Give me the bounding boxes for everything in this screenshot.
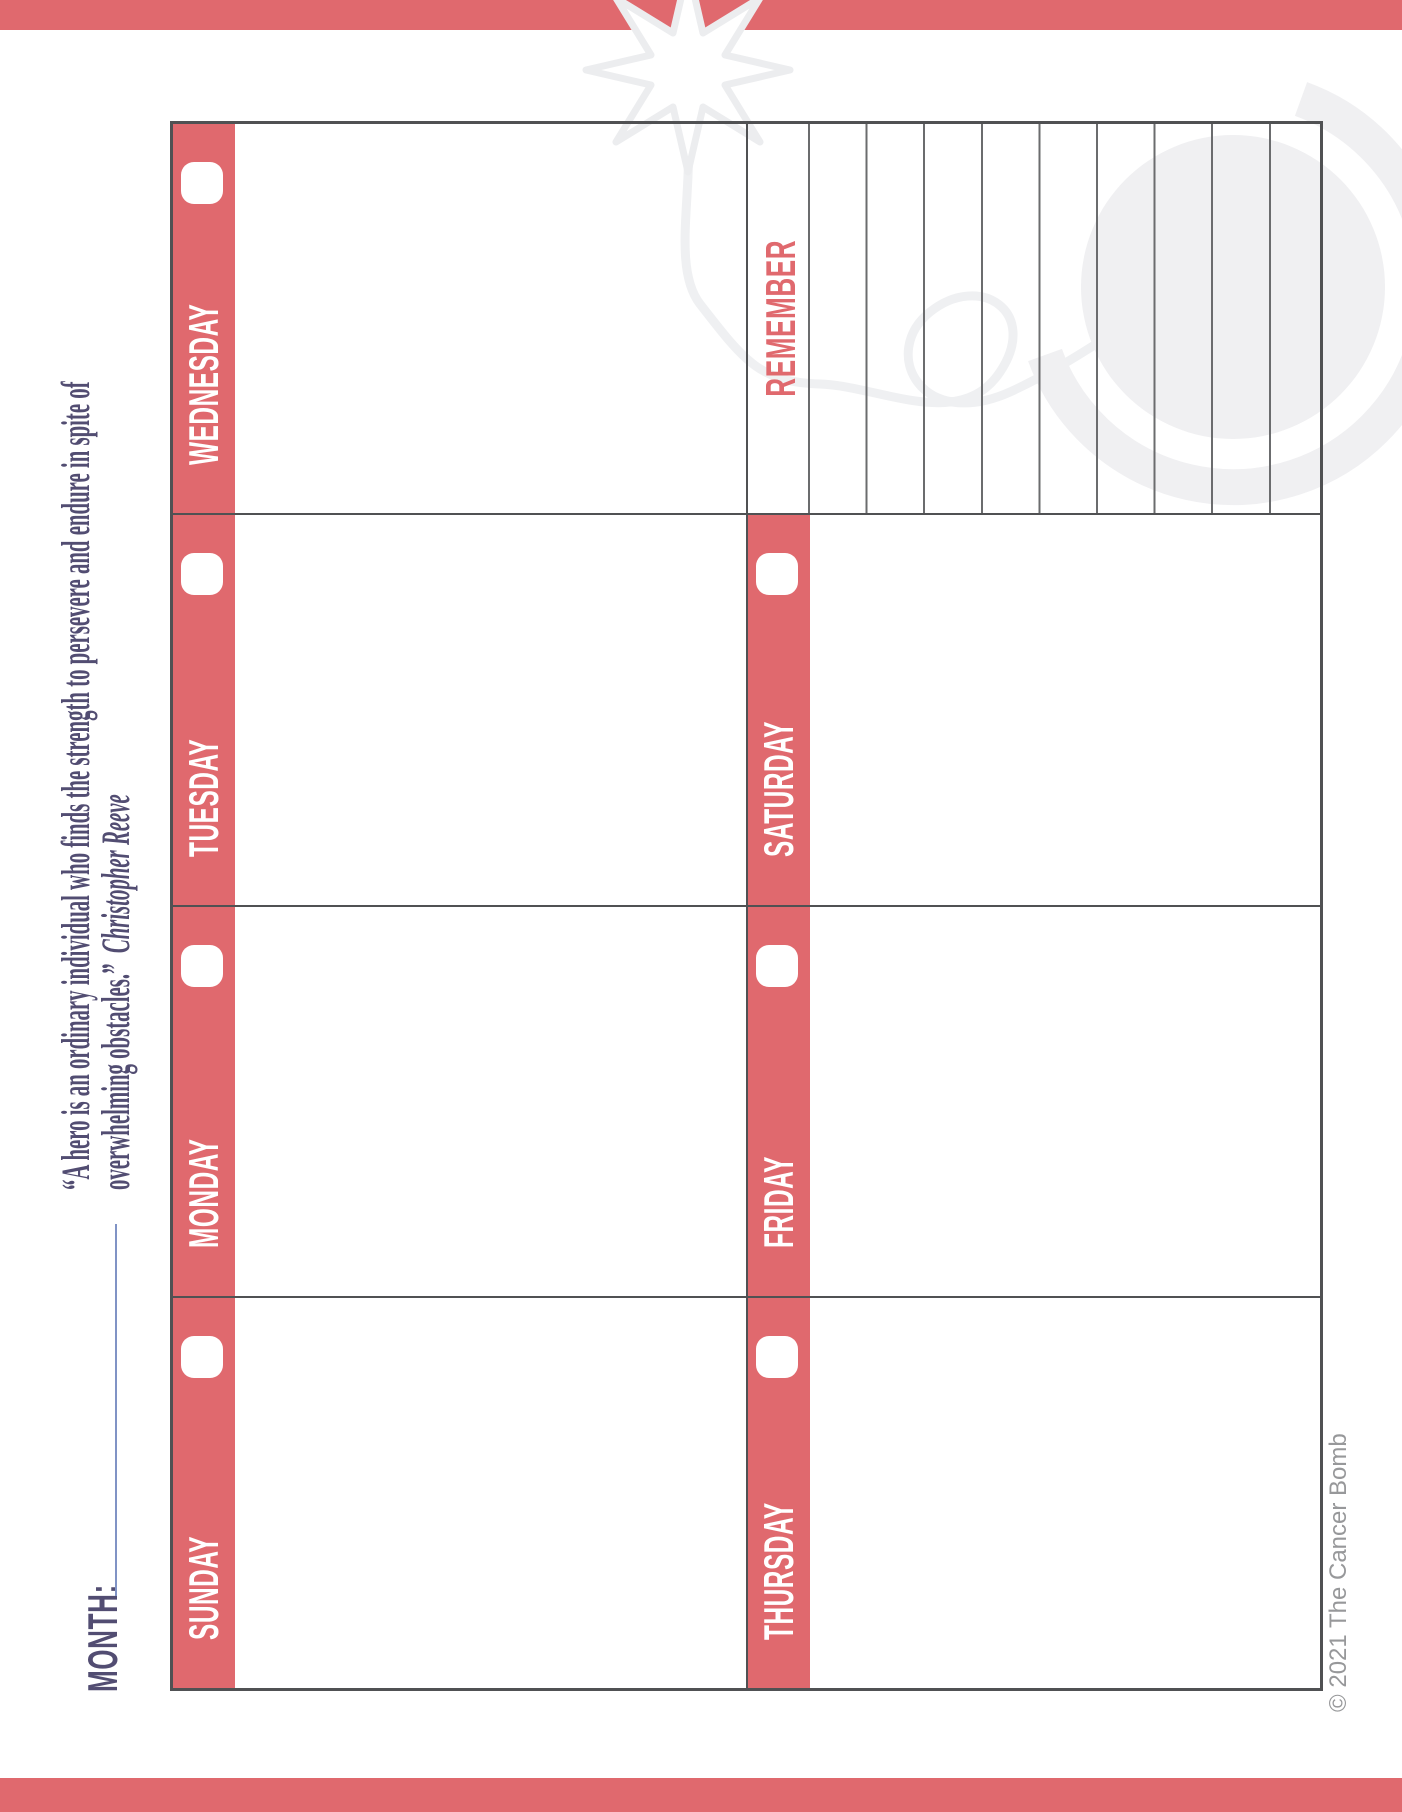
day-cell-wednesday[interactable] — [172, 123, 747, 515]
day-checkbox[interactable] — [181, 162, 223, 204]
day-header-bar — [173, 907, 235, 1297]
remember-label: REMEMBER — [756, 240, 804, 398]
day-header-bar — [748, 907, 810, 1297]
quote-line-2-text: overwhelming obstacles.” — [93, 963, 138, 1190]
day-header-bar — [173, 1299, 235, 1689]
day-checkbox[interactable] — [181, 1337, 223, 1379]
day-label-monday: MONDAY — [180, 1138, 227, 1249]
day-label-sunday: SUNDAY — [180, 1535, 227, 1640]
day-checkbox[interactable] — [756, 945, 798, 987]
day-label-tuesday: TUESDAY — [180, 738, 227, 857]
day-label-wednesday: WEDNESDAY — [180, 304, 227, 466]
day-header-bar — [173, 516, 235, 906]
quote-block — [53, 381, 138, 1190]
day-cell-saturday[interactable] — [747, 515, 1322, 907]
remember-cell[interactable] — [747, 123, 1322, 515]
right-edge-accent-bar — [0, 0, 1402, 30]
day-checkbox[interactable] — [756, 554, 798, 596]
quote-line-1: “A hero is an ordinary individual who finds the strength to persevere and endure in spite of — [53, 381, 98, 1190]
copyright-text: © 2021 The Cancer Bomb — [1325, 1433, 1352, 1712]
day-cell-thursday[interactable] — [747, 1298, 1322, 1690]
day-checkbox[interactable] — [181, 945, 223, 987]
day-label-friday: FRIDAY — [754, 1156, 802, 1249]
day-cell-monday[interactable] — [172, 906, 747, 1298]
day-checkbox[interactable] — [756, 1337, 798, 1379]
day-cell-tuesday[interactable] — [172, 515, 747, 907]
left-edge-accent-bar — [0, 1778, 1402, 1812]
week-grid — [170, 121, 1323, 1691]
day-cell-sunday[interactable] — [172, 1298, 747, 1690]
quote-attribution: Christopher Reeve — [93, 794, 138, 954]
day-header-bar — [748, 516, 810, 906]
day-label-saturday: SATURDAY — [754, 721, 802, 857]
day-header-bar — [748, 1299, 810, 1689]
day-cell-friday[interactable] — [747, 906, 1322, 1298]
month-label: MONTH: — [79, 1584, 126, 1692]
day-checkbox[interactable] — [181, 554, 223, 596]
quote-line-2 — [93, 381, 138, 1190]
month-fill-in-line[interactable] — [115, 1224, 117, 1596]
day-label-thursday: THURSDAY — [754, 1502, 802, 1640]
remember-ruled-lines — [808, 124, 1321, 514]
day-header-bar — [173, 124, 235, 514]
